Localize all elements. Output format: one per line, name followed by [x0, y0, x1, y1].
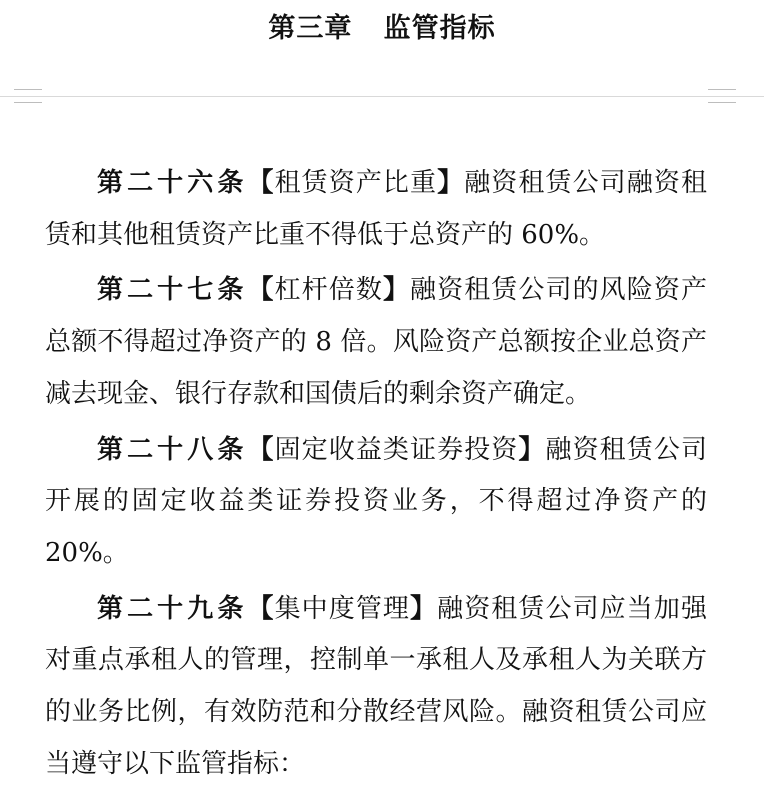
- article-28: [45, 425, 707, 580]
- bracket-close: 】: [382, 275, 411, 306]
- article-heading: 集中度管理: [274, 593, 411, 624]
- document-body: [45, 158, 707, 794]
- bracket-open: 【: [247, 593, 275, 624]
- article-text: 融资租赁公司的风险资产总额不得超过净资产的 8 倍。风险资产总额按企业总资产减去现金、银行存款和国债后的剩余资产确定。: [45, 275, 707, 409]
- article-text: 融资租赁公司开展的固定收益类证券投资业务，不得超过净资产的 20%。: [45, 434, 707, 568]
- article-29: [45, 584, 707, 791]
- corner-mark-right: [708, 89, 736, 103]
- article-text: 融资租赁公司融资租赁和其他租赁资产比重不得低于总资产的 60%。: [45, 168, 707, 250]
- article-heading: 固定收益类证券投资: [274, 434, 519, 465]
- bracket-close: 】: [437, 168, 465, 198]
- header-rule: [0, 96, 764, 97]
- article-text: 融资租赁公司应当加强对重点承租人的管理，控制单一承租人及承租人为关联方的业务比例，有效防范和分散经营风险。融资租赁公司应当遵守以下监管指标：: [45, 593, 707, 779]
- article-number: 第二十九条: [97, 593, 248, 624]
- bracket-open: 【: [247, 434, 275, 465]
- article-27: [45, 265, 707, 420]
- chapter-title: 第三章 监管指标: [268, 13, 496, 44]
- bracket-open: 【: [247, 168, 275, 198]
- article-26: [45, 158, 707, 261]
- article-heading: 租赁资产比重: [274, 168, 438, 198]
- article-number: 第二十七条: [97, 275, 248, 306]
- bracket-close: 】: [518, 434, 546, 465]
- bracket-close: 】: [410, 593, 438, 624]
- bracket-open: 【: [247, 275, 275, 306]
- article-number: 第二十六条: [97, 168, 248, 198]
- article-heading: 杠杆倍数: [274, 275, 383, 306]
- article-number: 第二十八条: [97, 434, 248, 465]
